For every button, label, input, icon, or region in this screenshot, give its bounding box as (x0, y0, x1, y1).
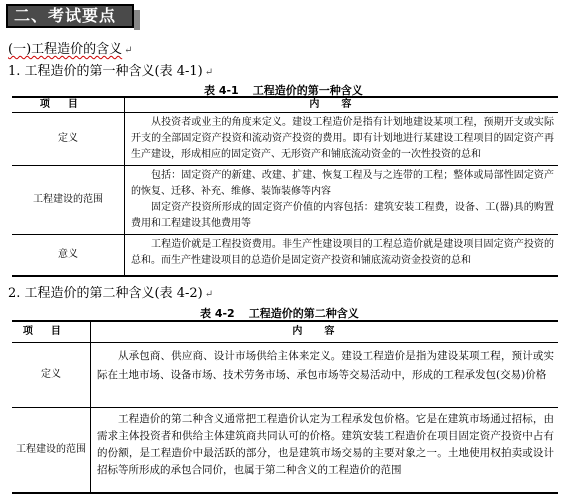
item1-heading-line (8, 60, 213, 79)
table2-row-definition (12, 343, 558, 408)
table1-caption-title: 工程造价的第一种含义 (252, 84, 363, 97)
table1-row-paragraph: 包括：固定资产的新建、改建、扩建、恢复工程及与之连带的工程；整体或局部性固定资产的恢复、迁移、补充、维修、装饰装修等内容 (131, 170, 554, 197)
table-4-2 (12, 320, 558, 494)
table1-row-paragraph: 工程造价就是工程投资费用。非生产性建设项目的工程总造价就是建设项目固定资产投资的总和。而生产性建设项目的总造价是固定资产投资和铺底流动资金投资的总和 (131, 239, 554, 266)
table2-row-content (90, 343, 558, 407)
table2-row-content (90, 408, 558, 492)
subsection-title: (一)工程造价的含义 (8, 42, 123, 57)
table1-row-paragraph: 从投资者或业主的角度来定义。建设工程造价是指有计划地建设某项工程，预期开支或实际开支的全部固定资产投资和流动资产投资的费用。即有计划地进行某建设工程项目的固定资产再生产建设，形成相应的固定资产、无形资产和铺底流动资金的一次性投资的总和 (131, 117, 554, 160)
subsection-title-line (8, 38, 133, 57)
table2-row-paragraph: 工程造价的第二种含义通常把工程造价认定为工程承发包价格。它是在建筑市场通过招标，由需求主体投资者和供给主体建筑商共同认可的价格。建筑安装工程造价在项目固定资产投资中占有的份额，是工程造价中最活跃的部分，也是建筑市场交易的主要对象之一。土地使用权拍卖或设计招标等所形成的承包合同价，也属于第二种含义的工程造价的范围 (97, 413, 554, 476)
table1-row-paragraph: 固定资产投资所形成的固定资产价值的内容包括：建筑安装工程费，设备、工(器)具的购置费用和工程建设其他费用等 (131, 202, 554, 229)
table1-row-label: 定义 (58, 133, 78, 144)
table1-caption-number: 表 4-1 (204, 84, 239, 97)
table1-row-label: 意义 (58, 249, 78, 260)
paragraph-mark-icon: ↵ (204, 67, 214, 78)
item2-heading: 2. 工程造价的第二种含义(表 4-2) (8, 286, 203, 301)
table1-header-item: 项目 (39, 99, 96, 110)
item2-heading-line (8, 282, 213, 301)
table2-header-item: 项目 (22, 326, 79, 337)
table1-header (12, 96, 558, 113)
table2-header-content: 内容 (90, 322, 558, 342)
table1-row-content (124, 113, 558, 165)
table1-header-content: 内容 (124, 98, 558, 112)
table1-row-content (124, 166, 558, 234)
table2-row-scope (12, 408, 558, 494)
table2-caption (200, 305, 359, 321)
table2-row-paragraph: 从承包商、供应商、设计市场供给主体来定义。建设工程造价是指为建设某项工程，预计或实际在土地市场、设备市场、技术劳务市场、承包市场等交易活动中，形成的工程承发包(交易)价格 (97, 350, 554, 381)
table-4-1 (12, 96, 558, 277)
paragraph-mark-icon: ↵ (204, 289, 214, 300)
table2-caption-title: 工程造价的第二种含义 (248, 307, 359, 320)
paragraph-mark-icon: ↵ (124, 45, 133, 56)
section-title: 二、考试要点 (6, 4, 134, 28)
table2-header (12, 320, 558, 343)
table2-caption-number: 表 4-2 (200, 307, 235, 320)
table2-row-label: 工程建设的范围 (16, 444, 86, 455)
table1-row-definition (12, 113, 558, 166)
table1-row-meaning (12, 235, 558, 277)
table1-row-label: 工程建设的范围 (33, 194, 103, 205)
table2-row-label: 定义 (41, 369, 61, 380)
table1-row-scope (12, 166, 558, 235)
item1-heading: 1. 工程造价的第一种含义(表 4-1) (8, 64, 203, 79)
table1-row-content (124, 235, 558, 275)
